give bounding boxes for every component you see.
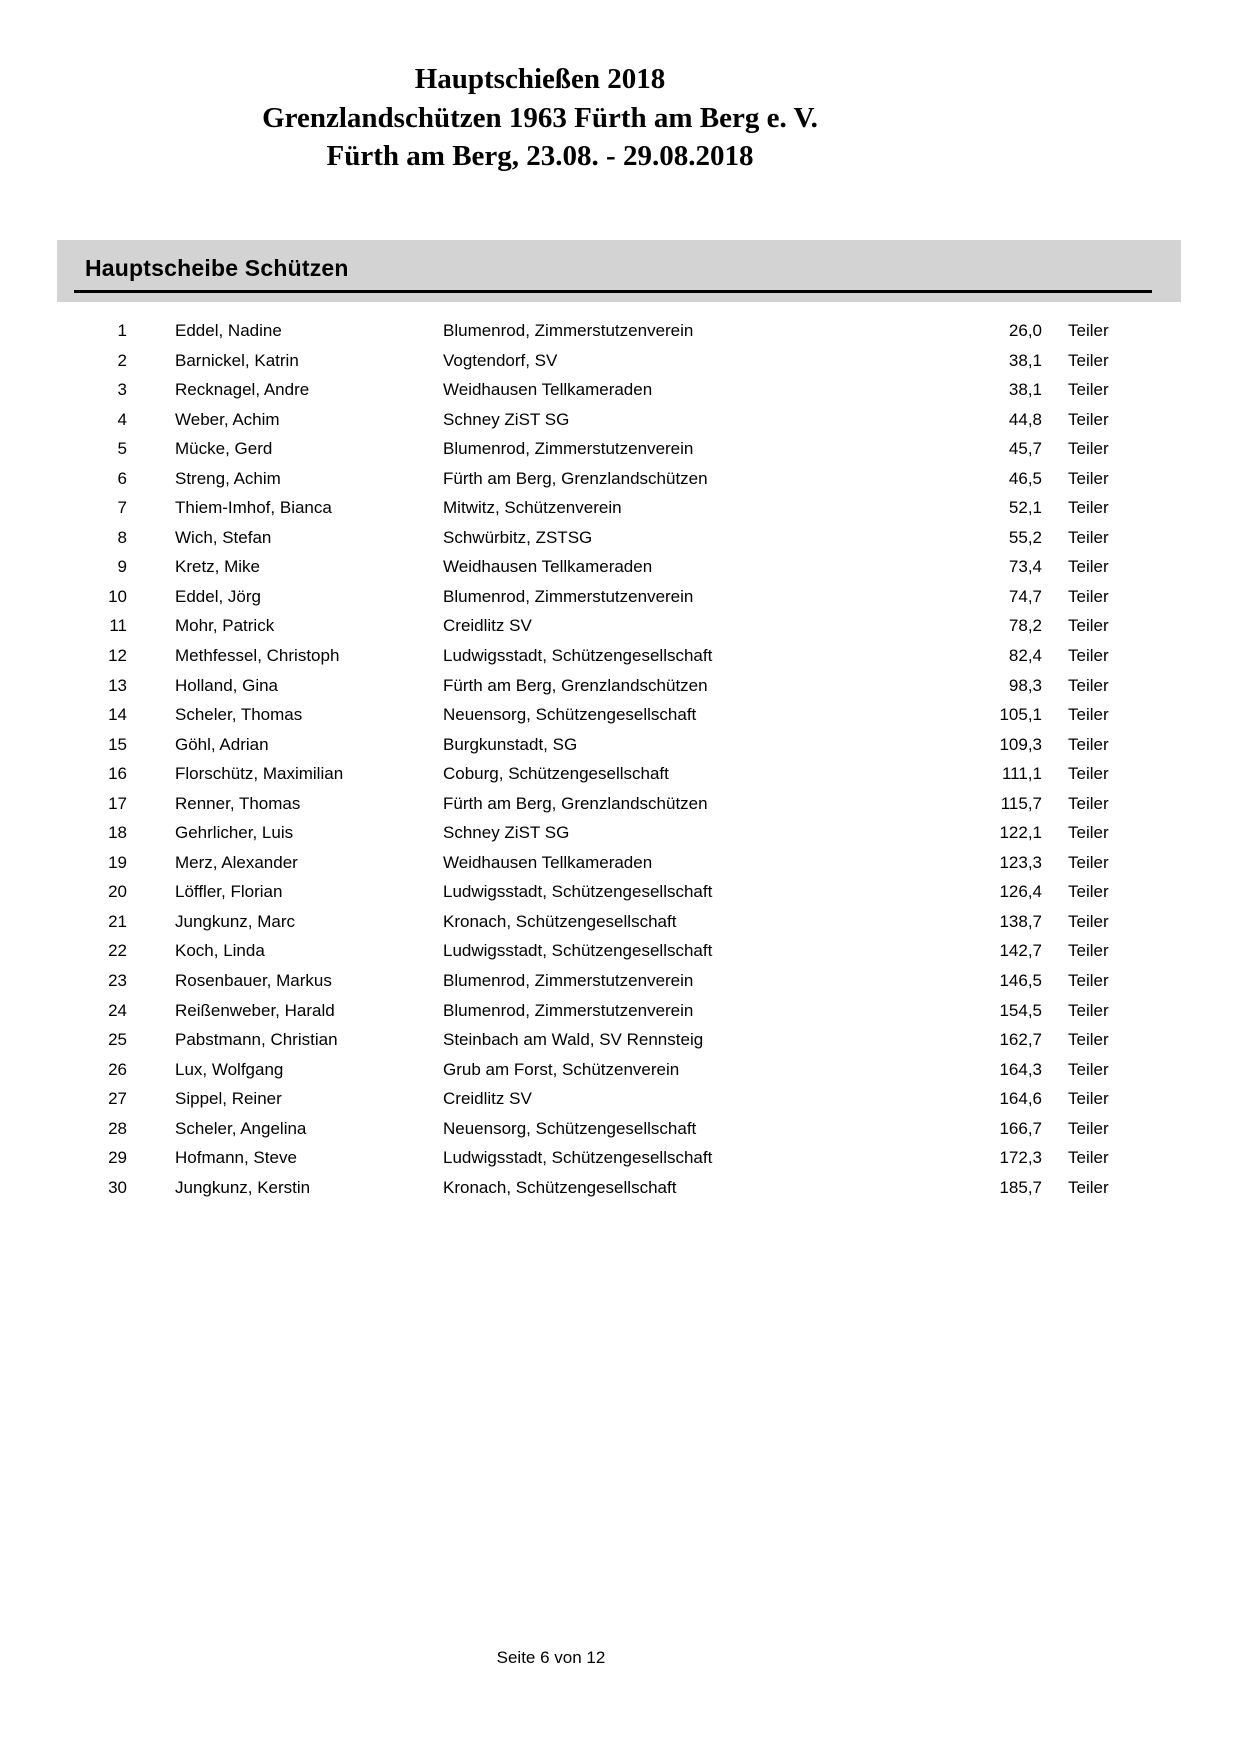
club-cell: Neuensorg, Schützengesellschaft [443,1118,697,1138]
rank-cell: 28 [108,1118,127,1138]
table-row [57,1025,1181,1055]
rank-cell: 10 [108,586,127,606]
name-cell: Jungkunz, Marc [175,911,295,931]
club-cell: Blumenrod, Zimmerstutzenverein [443,1000,694,1020]
unit-cell: Teiler [1068,793,1109,813]
unit-cell: Teiler [1068,468,1109,488]
score-cell: 52,1 [1008,498,1042,518]
unit-cell: Teiler [1068,882,1109,902]
name-cell: Barnickel, Katrin [175,350,299,370]
rank-cell: 15 [108,734,127,754]
club-cell: Ludwigsstadt, Schützengesellschaft [443,882,713,902]
unit-cell: Teiler [1068,823,1109,843]
unit-cell: Teiler [1068,1000,1109,1020]
rank-cell: 8 [117,527,127,547]
unit-cell: Teiler [1068,1118,1109,1138]
score-cell: 122,1 [999,823,1042,843]
table-row [57,552,1181,582]
unit-cell: Teiler [1068,409,1109,429]
unit-cell: Teiler [1068,1148,1109,1168]
club-cell: Ludwigsstadt, Schützengesellschaft [443,646,713,666]
table-row [57,316,1181,346]
club-cell: Creidlitz SV [443,1089,532,1109]
name-cell: Merz, Alexander [175,852,298,872]
score-cell: 78,2 [1008,616,1042,636]
club-cell: Steinbach am Wald, SV Rennsteig [443,1030,704,1050]
rank-cell: 30 [108,1177,127,1197]
unit-cell: Teiler [1068,705,1109,725]
club-cell: Weidhausen Tellkameraden [443,852,653,872]
club-cell: Burgkunstadt, SG [443,734,578,754]
rank-cell: 13 [108,675,127,695]
table-row [57,818,1181,848]
rank-cell: 19 [108,852,127,872]
score-cell: 44,8 [1008,409,1042,429]
club-cell: Blumenrod, Zimmerstutzenverein [443,586,694,606]
score-cell: 109,3 [999,734,1042,754]
unit-cell: Teiler [1068,350,1109,370]
club-cell: Fürth am Berg, Grenzlandschützen [443,468,708,488]
rank-cell: 22 [108,941,127,961]
results-table [57,316,1181,1202]
club-cell: Weidhausen Tellkameraden [443,380,653,400]
rank-cell: 6 [117,468,127,488]
section-header-title: Hauptscheibe Schützen [85,255,349,281]
table-row [57,877,1181,907]
club-cell: Ludwigsstadt, Schützengesellschaft [443,1148,713,1168]
unit-cell: Teiler [1068,586,1109,606]
club-cell: Schney ZiST SG [443,823,570,843]
club-cell: Ludwigsstadt, Schützengesellschaft [443,941,713,961]
name-cell: Wich, Stefan [175,527,272,547]
score-cell: 38,1 [1008,350,1042,370]
section-header-bar [57,240,1181,302]
unit-cell: Teiler [1068,527,1109,547]
unit-cell: Teiler [1068,941,1109,961]
rank-cell: 25 [108,1030,127,1050]
table-row [57,346,1181,376]
table-row [57,464,1181,494]
unit-cell: Teiler [1068,439,1109,459]
rank-cell: 12 [108,646,127,666]
name-cell: Eddel, Nadine [175,321,282,340]
page-footer: Seite 6 von 12 [496,1648,606,1667]
rank-cell: 18 [108,823,127,843]
club-cell: Vogtendorf, SV [443,350,558,370]
name-cell: Kretz, Mike [175,557,261,577]
club-cell: Schwürbitz, ZSTSG [443,527,593,547]
table-row [57,493,1181,523]
rank-cell: 27 [108,1089,127,1109]
club-cell: Fürth am Berg, Grenzlandschützen [443,675,708,695]
score-cell: 154,5 [999,1000,1042,1020]
rank-cell: 9 [117,557,127,577]
page-title-line-3: Fürth am Berg, 23.08. - 29.08.2018 [326,140,754,172]
table-row [57,1114,1181,1144]
unit-cell: Teiler [1068,1177,1109,1197]
name-cell: Mohr, Patrick [175,616,275,636]
unit-cell: Teiler [1068,675,1109,695]
score-cell: 164,3 [999,1059,1042,1079]
name-cell: Thiem-Imhof, Bianca [175,498,332,518]
rank-cell: 5 [117,439,127,459]
unit-cell: Teiler [1068,498,1109,518]
rank-cell: 11 [109,616,127,636]
score-cell: 98,3 [1008,675,1042,695]
name-cell: Jungkunz, Kerstin [175,1177,311,1197]
name-cell: Rosenbauer, Markus [175,971,332,991]
score-cell: 115,7 [1000,793,1042,813]
score-cell: 55,2 [1008,527,1042,547]
score-cell: 105,1 [999,705,1042,725]
name-cell: Scheler, Thomas [175,705,303,725]
rank-cell: 17 [108,793,127,813]
name-cell: Göhl, Adrian [175,734,269,754]
club-cell: Blumenrod, Zimmerstutzenverein [443,971,694,991]
table-row [57,789,1181,819]
score-cell: 164,6 [999,1089,1042,1109]
name-cell: Streng, Achim [175,468,281,488]
table-row [57,671,1181,701]
name-cell: Renner, Thomas [175,793,301,813]
rank-cell: 14 [108,705,127,725]
rank-cell: 21 [108,911,127,931]
name-cell: Pabstmann, Christian [175,1030,338,1050]
unit-cell: Teiler [1068,616,1109,636]
name-cell: Eddel, Jörg [175,586,261,606]
score-cell: 73,4 [1008,557,1042,577]
table-row [57,523,1181,553]
score-cell: 172,3 [999,1148,1042,1168]
score-cell: 185,7 [999,1177,1042,1197]
score-cell: 111,1 [1001,764,1042,784]
unit-cell: Teiler [1068,380,1109,400]
name-cell: Lux, Wolfgang [175,1059,284,1079]
club-cell: Neuensorg, Schützengesellschaft [443,705,697,725]
club-cell: Kronach, Schützengesellschaft [443,1177,677,1197]
club-cell: Grub am Forst, Schützenverein [443,1059,680,1079]
rank-cell: 3 [117,380,127,400]
club-cell: Fürth am Berg, Grenzlandschützen [443,793,708,813]
score-cell: 74,7 [1008,586,1042,606]
section-underline [74,290,1152,293]
name-cell: Mücke, Gerd [175,439,273,459]
name-cell: Sippel, Reiner [175,1089,282,1109]
rank-cell: 26 [108,1059,127,1079]
score-cell: 26,0 [1008,321,1042,340]
rank-cell: 20 [108,882,127,902]
table-row [57,966,1181,996]
unit-cell: Teiler [1068,321,1109,340]
page-title-line-1: Hauptschießen 2018 [414,63,666,95]
score-cell: 38,1 [1008,380,1042,400]
rank-cell: 23 [108,971,127,991]
score-cell: 126,4 [999,882,1042,902]
table-row [57,730,1181,760]
name-cell: Florschütz, Maximilian [175,764,344,784]
unit-cell: Teiler [1068,1030,1109,1050]
table-row [57,759,1181,789]
name-cell: Koch, Linda [175,941,265,961]
score-cell: 162,7 [999,1030,1042,1050]
name-cell: Reißenweber, Harald [175,1000,335,1020]
score-cell: 46,5 [1008,468,1042,488]
club-cell: Blumenrod, Zimmerstutzenverein [443,321,694,340]
score-cell: 142,7 [999,941,1042,961]
table-row [57,405,1181,435]
name-cell: Recknagel, Andre [175,380,310,400]
club-cell: Schney ZiST SG [443,409,570,429]
score-cell: 45,7 [1008,439,1042,459]
table-row [57,700,1181,730]
club-cell: Mitwitz, Schützenverein [443,498,622,518]
name-cell: Gehrlicher, Luis [175,823,294,843]
name-cell: Weber, Achim [175,409,280,429]
table-row [57,611,1181,641]
club-cell: Blumenrod, Zimmerstutzenverein [443,439,694,459]
table-row [57,1143,1181,1173]
name-cell: Löffler, Florian [175,882,283,902]
table-row [57,936,1181,966]
unit-cell: Teiler [1068,646,1109,666]
table-row [57,434,1181,464]
page-title [57,60,1023,176]
score-cell: 146,5 [999,971,1042,991]
club-cell: Coburg, Schützengesellschaft [443,764,669,784]
name-cell: Hofmann, Steve [175,1148,297,1168]
name-cell: Methfessel, Christoph [175,646,340,666]
rank-cell: 7 [117,498,127,518]
table-row [57,996,1181,1026]
rank-cell: 16 [108,764,127,784]
score-cell: 82,4 [1008,646,1042,666]
rank-cell: 2 [117,350,127,370]
score-cell: 138,7 [999,911,1042,931]
club-cell: Creidlitz SV [443,616,532,636]
rank-cell: 4 [117,409,127,429]
unit-cell: Teiler [1068,971,1109,991]
name-cell: Scheler, Angelina [175,1118,307,1138]
table-row [57,641,1181,671]
score-cell: 123,3 [999,852,1042,872]
unit-cell: Teiler [1068,911,1109,931]
unit-cell: Teiler [1068,1089,1109,1109]
unit-cell: Teiler [1068,557,1109,577]
table-row [57,907,1181,937]
unit-cell: Teiler [1068,852,1109,872]
club-cell: Weidhausen Tellkameraden [443,557,653,577]
table-row [57,1173,1181,1203]
table-row [57,1055,1181,1085]
rank-cell: 29 [108,1148,127,1168]
page-title-line-2: Grenzlandschützen 1963 Fürth am Berg e. V. [262,101,818,134]
table-row [57,375,1181,405]
table-row [57,582,1181,612]
rank-cell: 1 [117,321,127,340]
unit-cell: Teiler [1068,1059,1109,1079]
unit-cell: Teiler [1068,764,1109,784]
club-cell: Kronach, Schützengesellschaft [443,911,677,931]
unit-cell: Teiler [1068,734,1109,754]
table-row [57,848,1181,878]
score-cell: 166,7 [999,1118,1042,1138]
rank-cell: 24 [108,1000,127,1020]
name-cell: Holland, Gina [175,675,279,695]
table-row [57,1084,1181,1114]
